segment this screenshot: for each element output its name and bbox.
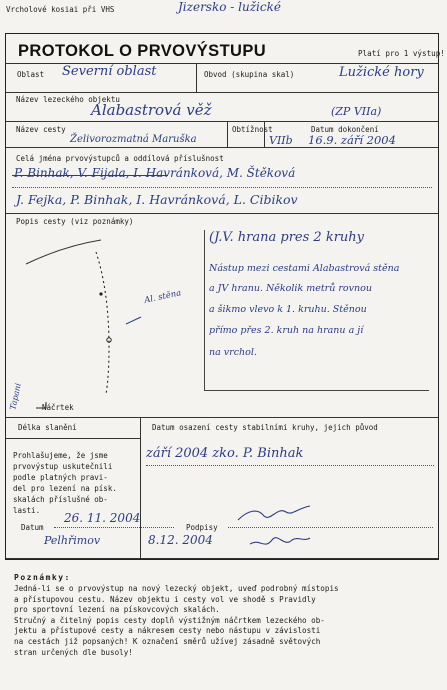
notes-line: a přístupovou cestu. Název objektu i cesty vol ve shodě s Pravidly bbox=[14, 594, 316, 604]
notes-line: na cestách již popsaných! K označení směrů užívej zásadně světových bbox=[14, 636, 321, 646]
area-value: Severní oblast bbox=[62, 64, 157, 79]
rock-outline bbox=[26, 240, 101, 264]
summit-value: Jizersko - lužické bbox=[178, 0, 281, 14]
description-box bbox=[204, 230, 429, 391]
climbers-line-1: P. Binhak, V. Fijala, I. Havránková, M. Štěková bbox=[14, 166, 296, 180]
description-line: a JV hranu. Několik metrů rovnou bbox=[209, 283, 372, 294]
date-label: Datum bbox=[21, 523, 44, 532]
sketch-side-note: Tapani bbox=[8, 382, 23, 411]
bolts-value: září 2004 zko. P. Binhak bbox=[146, 446, 304, 461]
object-label: Název lezeckého objektu bbox=[16, 95, 120, 104]
notes-line: Stručný a čitelný popis cesty doplň výstižným náčrtkem lezeckého ob- bbox=[14, 615, 325, 625]
sketch-label: Náčrtek bbox=[42, 403, 74, 412]
place-value: Pelhřimov bbox=[44, 534, 101, 547]
notes-block bbox=[14, 584, 434, 658]
declaration-line: Prohlašujeme, že jsme bbox=[13, 451, 108, 460]
completion-label: Datum dokončení bbox=[311, 125, 379, 134]
description-line: a šikmo vlevo k 1. kruhu. Stěnou bbox=[209, 304, 367, 315]
description-line: na vrchol. bbox=[209, 347, 257, 358]
rappel-label: Délka slanění bbox=[18, 423, 77, 432]
notes-line: pro sportovní lezení na pískovcových skalách. bbox=[14, 605, 220, 615]
route-value: Želivorozmatná Maruška bbox=[70, 134, 197, 145]
bolts-label: Datum osazení cesty stabilními kruhy, jejich původ bbox=[152, 423, 378, 432]
date2-value: 8.12. 2004 bbox=[148, 533, 213, 547]
page-title: PROTOKOL O PRVOVÝSTUPU bbox=[18, 42, 267, 60]
object-code: (ZP VIIa) bbox=[331, 105, 382, 118]
summit-label: Vrcholové kosiai při VHS bbox=[6, 5, 115, 14]
climbers-label: Celá jména prvovýstupců a oddílová příslušnost bbox=[16, 154, 224, 163]
date-value: 26. 11. 2004 bbox=[64, 511, 141, 525]
signature-label: Podpisy bbox=[186, 523, 218, 532]
declaration-line: prvovýstup uskutečnili bbox=[13, 462, 113, 471]
description-line: Nástup mezi cestami Alabastrová stěna bbox=[209, 263, 400, 274]
district-value: Lužické hory bbox=[339, 65, 424, 80]
validity-note: Platí pro 1 výstup! bbox=[358, 49, 445, 58]
declaration-line: del pro lezení na písk. bbox=[13, 484, 117, 493]
route-line bbox=[96, 252, 109, 394]
notes-label: Poznámky: bbox=[14, 573, 71, 582]
object-value: Alabastrová věž bbox=[91, 101, 212, 119]
completion-value: 16.9. září 2004 bbox=[308, 133, 396, 147]
description-line: přímo přes 2. kruh na hranu a jí bbox=[209, 325, 364, 336]
district-label: Obvod (skupina skal) bbox=[204, 70, 295, 79]
declaration-line: skalách příslušné ob- bbox=[13, 495, 108, 504]
notes-line: stran určených dle busoly! bbox=[14, 647, 133, 657]
description-line: (J.V. hrana pres 2 kruhy bbox=[209, 230, 364, 245]
bolt-marker bbox=[99, 292, 102, 295]
difficulty-label: Obtížnost bbox=[232, 125, 273, 134]
climbers-line-2: J. Fejka, P. Binhak, I. Havránková, L. Cibikov bbox=[16, 192, 298, 207]
sketch-annotation: Al. stěna bbox=[143, 288, 183, 306]
protocol-form bbox=[5, 33, 439, 560]
notes-line: Jedná-li se o prvovýstup na nový lezecký objekt, uveď podrobný místopis bbox=[14, 584, 339, 593]
declaration-line: lasti. bbox=[13, 506, 41, 515]
notes-line: jektu a přístupové cesty a nákresem cesty nebo nástupu v závislosti bbox=[14, 626, 321, 636]
difficulty-value: VIIb bbox=[269, 134, 293, 147]
route-description-label: Popis cesty (viz poznámky) bbox=[16, 217, 134, 226]
signature-2 bbox=[244, 528, 314, 554]
declaration-line: podle platných pravi- bbox=[13, 473, 108, 482]
annotation-arrow bbox=[126, 317, 141, 324]
route-sketch bbox=[6, 222, 206, 417]
signature-1 bbox=[234, 502, 314, 528]
area-label: Oblast bbox=[17, 70, 45, 79]
route-label: Název cesty bbox=[16, 125, 66, 134]
